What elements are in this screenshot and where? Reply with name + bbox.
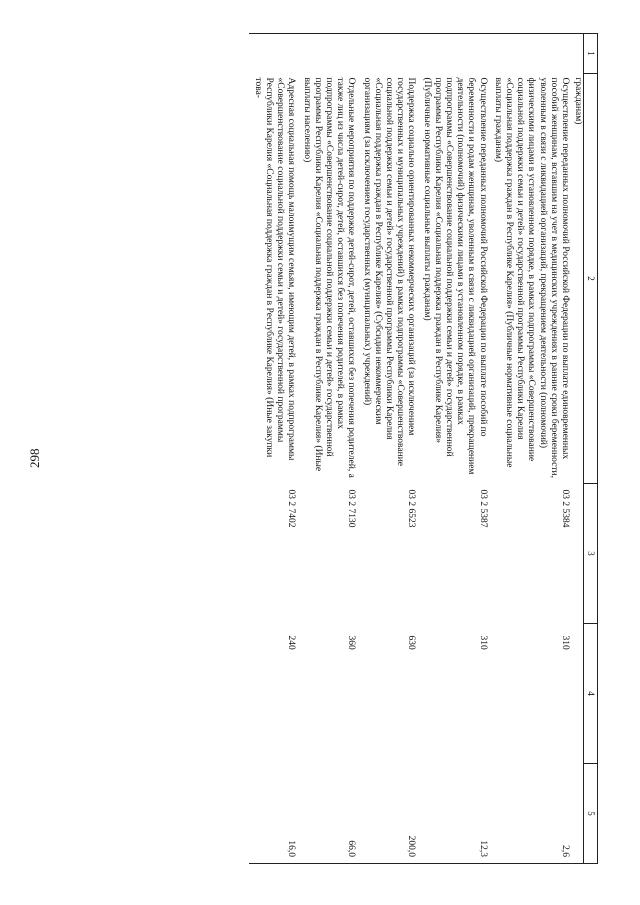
row-name: Осуществление переданных полномочий Российской Федерации по выплате пособий по беременности и родам женщинам, уволенным в связи с ликвидацией организаций, прекращением деятельности (полномочий) физическими лицами в установленном порядке, в рамках подпрограммы «Совершенствование социальной поддержки семьи и детей» государственной программы Республики Карелия «Социальная поддержка граждан в Республике Карелия» (Публичные нормативные социальные выплаты гражданам)	[421, 77, 488, 475]
table-row	[489, 34, 571, 864]
header-col-2: 2	[584, 74, 598, 484]
row-code: 03 2 5387	[477, 489, 488, 528]
row-code: 03 2 7130	[346, 489, 357, 528]
row-type: 360	[346, 635, 357, 650]
row-amount: 2,6	[489, 764, 571, 864]
row-name: Поддержка социально ориентированных некоммерческих организаций (за исключением государственных и муниципальных учреждений) в рамках подпрограммы «Совершенствование социальной поддержки семьи и детей» государственной программы Республики Карелия «Социальная поддержка граждан в Республике Карелия» (Субсидии некоммерческим организациям (за исключением государственных (муниципальных) учреждений)	[361, 77, 417, 467]
row-name: Отдельные мероприятия по поддержке детей-сирот, детей, оставшихся без попечения родителей, а также лиц из числа детей-сирот, детей, оставшихся без попечения родителей, в рамках подпрограммы «Совершенствование социальной поддержки семьи и детей» государственной программы Республики Карелия «Социальная поддержка граждан в Республике Карелия» (Иные выплаты населению)	[301, 77, 357, 478]
row-code: 03 2 5384	[560, 489, 570, 528]
header-row	[584, 34, 598, 864]
continuation-row	[571, 34, 584, 864]
header-col-1: 1	[584, 34, 598, 74]
table-row	[249, 34, 298, 864]
page-number: 298	[27, 448, 42, 468]
row-name: Осуществление переданных полномочий Российской Федерации по выплате единовременных пособий женщинам, вставшим на учет в медицинских учреждениях в ранние сроки беременности, уволенным в связи с ликвидацией организаций, прекращением деятельности (полномочий) физическими лицами в установленном порядке, в рамках подпрограммы «Совершенствование социальной поддержки семьи и детей» государственной программы Республики Карелия «Социальная поддержка граждан в Республике Карелия» (Публичные нормативные социальные выплаты гражданам)	[492, 77, 570, 478]
row-type: 630	[406, 635, 417, 650]
rotated-page-content	[108, 33, 598, 863]
row-amount: 66,0	[297, 764, 357, 864]
row-type: 310	[477, 635, 488, 650]
table-row	[297, 34, 357, 864]
row-code: 03 2 7402	[286, 489, 297, 528]
header-col-4: 4	[584, 624, 598, 764]
continuation-text: гражданам)	[573, 77, 583, 125]
header-col-5: 5	[584, 764, 598, 864]
budget-table	[249, 33, 598, 864]
row-amount: 16,0	[249, 764, 298, 864]
table-row	[417, 34, 488, 864]
row-amount: 200,0	[357, 764, 417, 864]
header-col-3: 3	[584, 484, 598, 624]
row-type: 240	[286, 635, 297, 650]
table-row	[357, 34, 417, 864]
row-amount: 12,3	[417, 764, 488, 864]
row-type: 310	[560, 635, 570, 650]
row-code: 03 2 6523	[406, 489, 417, 528]
row-name: Адресная социальная помощь малоимущим семьям, имеющим детей, в рамках подпрограммы «Совершенствование социальной поддержки семьи и детей» государственной программы Республики Карелия «Социальная поддержка граждан в Республике Карелия» (Иные закупки това-	[252, 77, 297, 461]
